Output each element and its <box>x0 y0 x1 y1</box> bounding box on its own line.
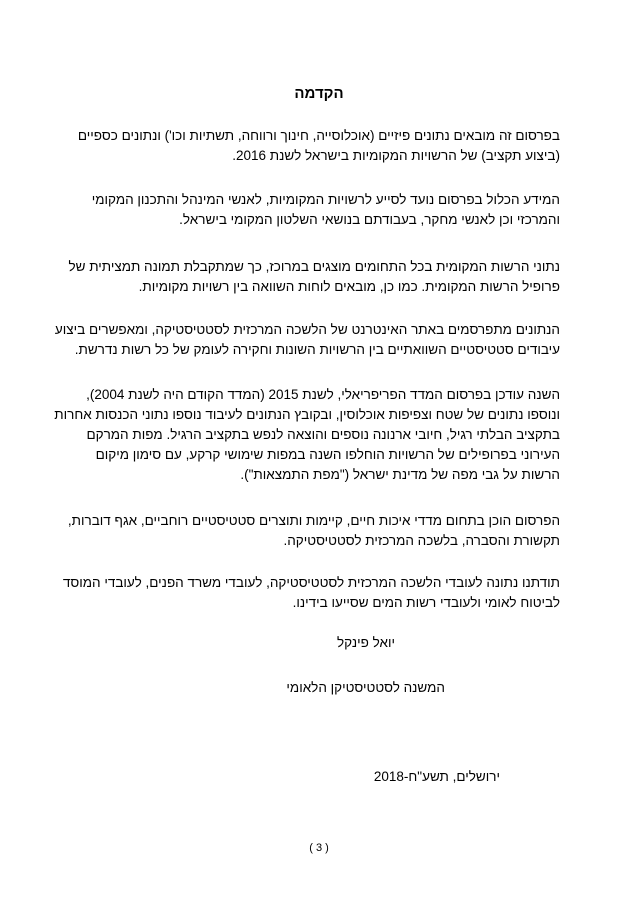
paragraph-line: המידע הכלול בפרסום נועד לסייע לרשויות המקומיות, לאנשי המינהל והתכנון המקומי <box>91 192 560 207</box>
place-date: ירושלים, תשע"ח-2018 <box>373 769 500 784</box>
paragraph-line: לביטוח לאומי ולעובדי רשות המים שסייעו בידינו. <box>292 595 560 610</box>
paragraph-line: פרופיל הרשות המקומית. כמו כן, מובאים לוחות השוואה בין רשויות מקומיות. <box>138 279 560 294</box>
paragraph-1 <box>78 126 560 166</box>
document-page <box>54 0 560 903</box>
paragraph-3 <box>68 257 560 297</box>
paragraph-line: והמרכזי וכן לאנשי מחקר, בעבודתם בנושאי השלטון המקומי בישראל. <box>179 212 560 227</box>
paragraph-7 <box>62 573 560 613</box>
paragraph-line: ונוספו נתונים של שטח וצפיפות אוכלוסין, ובקובץ הנתונים לעיבוד נוספו נתוני הכנסות אחרות <box>54 407 560 422</box>
paragraph-line: תודתנו נתונה לעובדי הלשכה המרכזית לסטטיסטיקה, לעובדי משרד הפנים, לעובדי המוסד <box>62 575 560 590</box>
paragraph-line: נתוני הרשות המקומית בכל התחומים מוצגים במרוכז, כך שמתקבלת תמונה תמציתית של <box>68 259 560 274</box>
paragraph-line: בתקציב הבלתי רגיל, חיובי ארנונה נוספים והוצאה לנפש בתקציב הרגיל. מפות המרקם <box>86 427 560 442</box>
paragraph-6 <box>67 511 560 551</box>
paragraph-line: השנה עודכן בפרסום המדד הפריפריאלי, לשנת 2015 (המדד הקודם היה לשנת 2004), <box>86 387 560 402</box>
paragraph-line: (ביצוע תקציב) של הרשויות המקומיות בישראל לשנת 2016. <box>232 148 560 163</box>
signature-role: המשנה לסטטיסטיקן הלאומי <box>286 680 445 695</box>
paragraph-line: עיבודים סטטיסטיים השוואתיים בין הרשויות השונות וחקירה לעומק של כל רשות נדרשת. <box>74 342 560 357</box>
paragraph-line: הנתונים מתפרסמים באתר האינטרנט של הלשכה המרכזית לסטטיסטיקה, ומאפשרים ביצוע <box>54 322 560 337</box>
signature-name: יואל פינקל <box>337 635 395 650</box>
paragraph-2 <box>78 190 560 230</box>
paragraph-4 <box>54 320 560 360</box>
page-number: ( 3 ) <box>309 842 329 854</box>
paragraph-line: בפרסום זה מובאים נתונים פיזיים (אוכלוסייה, חינוך ורווחה, תשתיות וכו') ונתונים כספיים <box>77 128 560 143</box>
paragraph-line: תקשורת והסברה, בלשכה המרכזית לסטטיסטיקה. <box>283 533 560 548</box>
paragraph-5 <box>54 385 560 485</box>
paragraph-line: העירוני בפרופילים של הרשויות הוחלפו השנה במפות שימושי קרקע, עם סימון מיקום <box>95 447 560 462</box>
paragraph-line: הפרסום הוכן בתחום מדדי איכות חיים, קיימות ותוצרים סטטיסטיים רוחביים, אגף דוברות, <box>67 513 560 528</box>
page-title: הקדמה <box>294 85 344 102</box>
paragraph-line: הרשות על גבי מפה של מדינת ישראל ("מפת התמצאות"). <box>240 467 560 482</box>
